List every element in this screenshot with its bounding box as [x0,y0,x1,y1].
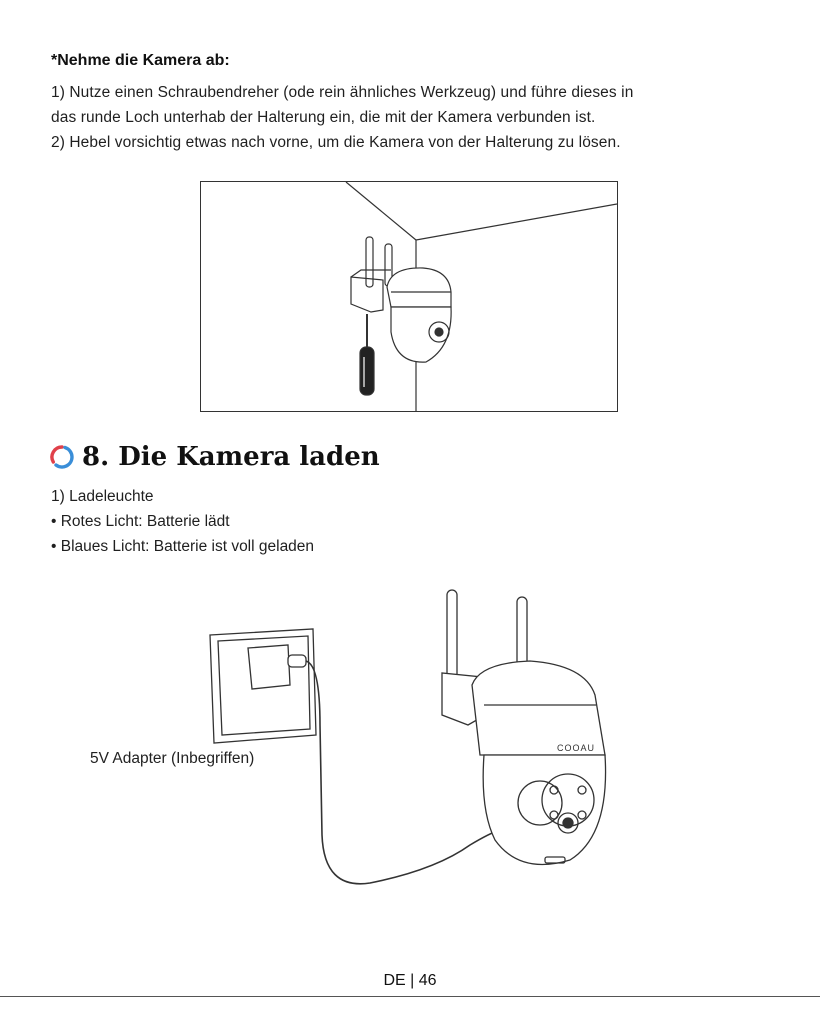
red-light-item: • Rotes Licht: Batterie lädt [51,513,230,530]
camera-brand-logo: COOAU [557,743,596,753]
section-heading [50,442,380,472]
charging-illustration [200,585,620,905]
section-title: 8. Die Kamera laden [82,442,380,472]
adapter-label: 5V Adapter (Inbegriffen) [90,750,255,767]
step-2-line: 2) Hebel vorsichtig etwas nach vorne, um die Kamera von der Halterung zu lösen. [51,134,621,151]
charge-light-label: 1) Ladeleuchte [51,488,154,505]
blue-light-item: • Blaues Licht: Batterie ist voll geladen [51,538,315,555]
page-number: DE | 46 [383,972,437,989]
remove-camera-illustration [200,181,618,412]
remove-camera-heading: *Nehme die Kamera ab: [51,52,230,69]
step-1-line-2: das runde Loch unterhab der Halterung ein, die mit der Kamera verbunden ist. [51,109,596,126]
spinner-icon [50,445,74,469]
footer-divider [0,996,820,997]
step-1-line-1: 1) Nutze einen Schraubendreher (ode rein ähnliches Werkzeug) und führe dieses in [51,84,634,101]
